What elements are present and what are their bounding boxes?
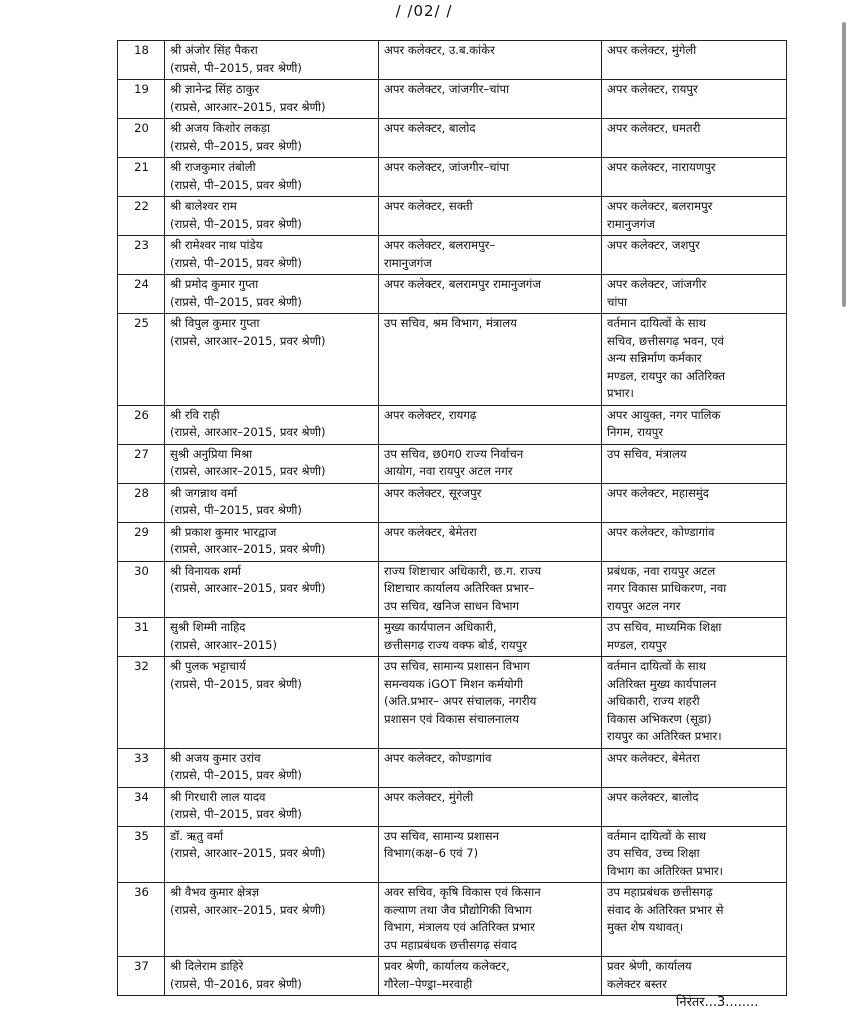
cell-text-line: उप सचिव, सामान्य प्रशासन [384,828,500,843]
cell-text-line: (राप्रसे, पी–2015, प्रवर श्रेणी) [170,216,302,231]
officer-name-cell [165,883,379,957]
cell-text-line: अपर कलेक्टर, सूरजपुर [384,485,482,500]
cell-text-line: विकास अभिकरण (सूडा) [607,711,712,726]
cell-text-line: श्री विनायक शर्मा [170,563,241,578]
cell-text-line: प्रभार। [607,386,634,400]
page-number: / /02/ / [395,2,453,20]
current-posting-cell [379,275,602,314]
serial-number-cell: 34 [118,787,165,826]
officer-name-cell [165,483,379,522]
cell-text-line: (राप्रसे, आरआर–2015, प्रवर श्रेणी) [170,542,326,556]
cell-text-line: श्री विपुल कुमार गुप्ता [170,316,260,330]
cell-text-line: वर्तमान दायित्वों के साथ [607,828,707,843]
transfer-order-table [117,40,787,996]
cell-text-line: श्री गिरधारी लाल यादव [170,789,266,804]
serial-number-cell: 37 [118,957,165,996]
cell-text-line: अधिकारी, राज्य शहरी [607,694,700,708]
cell-text-line: संवाद के अतिरिक्त प्रभार से [607,902,724,917]
current-posting-cell [379,197,602,236]
cell-text-line: निगम, रायपुर [607,425,664,439]
cell-text-line: आयोग, नवा रायपुर अटल नगर [384,464,513,478]
cell-text-line: (राप्रसे, आरआर–2015, प्रवर श्रेणी) [170,464,326,478]
cell-text-line: (राप्रसे, पी–2015, प्रवर श्रेणी) [170,138,302,153]
cell-text-line: श्री अजय किशोर लकड़ा [170,121,270,135]
cell-text-line: अतिरिक्त मुख्य कार्यपालन [607,676,717,691]
table-body [118,41,787,996]
officer-name-cell [165,657,379,749]
cell-text-line: उप महाप्रबंधक छत्तीसगढ़ संवाद [384,937,517,952]
cell-text-line: उप सचिव, सामान्य प्रशासन विभाग [384,659,530,673]
serial-number-cell: 24 [118,275,165,314]
cell-text-line: नगर विकास प्राधिकरण, नवा [607,581,727,595]
cell-text-line: डॉ. ऋतु वर्मा [170,828,224,843]
cell-text-line: सुश्री शिम्मी नाहिद [170,620,246,634]
current-posting-cell [379,826,602,883]
cell-text-line: अपर कलेक्टर, बलरामपुर [607,199,713,213]
officer-name-cell [165,405,379,444]
cell-text-line: अपर कलेक्टर, जांजगीर [607,277,707,291]
cell-text-line: श्री बालेश्वर राम [170,199,237,213]
cell-text-line: अपर कलेक्टर, मुंगेली [607,43,697,57]
cell-text-line: अपर कलेक्टर, बालोद [607,789,699,804]
table-row [118,618,787,657]
cell-text-line: सुश्री अनुप्रिया मिश्रा [170,446,253,461]
cell-text-line: राज्य शिष्टाचार अधिकारी, छ.ग. राज्य [384,563,542,578]
cell-text-line: (राप्रसे, पी–2015, प्रवर श्रेणी) [170,177,302,192]
officer-name-cell [165,561,379,618]
new-posting-cell [602,561,787,618]
cell-text-line: गौरेला–पेण्ड्रा–मरवाही [384,976,473,991]
cell-text-line: (राप्रसे, पी–2016, प्रवर श्रेणी) [170,976,302,991]
cell-text-line: (राप्रसे, आरआर–2015, प्रवर श्रेणी) [170,99,326,114]
current-posting-cell [379,787,602,826]
cell-text-line: श्री अजय कुमार उरांव [170,750,261,765]
new-posting-cell [602,522,787,561]
table-row [118,119,787,158]
current-posting-cell [379,236,602,275]
cell-text-line: (राप्रसे, पी–2015, प्रवर श्रेणी) [170,768,302,782]
officer-name-cell [165,444,379,483]
serial-number-cell: 22 [118,197,165,236]
current-posting-cell [379,41,602,80]
new-posting-cell [602,236,787,275]
cell-text-line: अपर कलेक्टर, धमतरी [607,121,701,135]
current-posting-cell [379,119,602,158]
current-posting-cell [379,80,602,119]
cell-text-line: (राप्रसे, आरआर–2015, प्रवर श्रेणी) [170,333,326,348]
cell-text-line: (राप्रसे, पी–2015, प्रवर श्रेणी) [170,676,302,691]
cell-text-line: (राप्रसे, आरआर–2015, प्रवर श्रेणी) [170,902,326,917]
serial-number-cell: 20 [118,119,165,158]
cell-text-line: अपर कलेक्टर, जांजगीर–चांपा [384,82,510,96]
cell-text-line: (राप्रसे, पी–2015, प्रवर श्रेणी) [170,294,302,309]
cell-text-line: अन्य सन्निर्माण कर्मकार [607,351,702,365]
cell-text-line: (अति.प्रभार– अपर संचालक, नगरीय [384,694,537,708]
new-posting-cell [602,275,787,314]
cell-text-line: समन्वयक iGOT मिशन कर्मयोगी [384,676,524,691]
cell-text-line: उप सचिव, श्रम विभाग, मंत्रालय [384,316,517,330]
cell-text-line: अपर कलेक्टर, बालोद [384,121,476,135]
table-row [118,314,787,406]
cell-text-line: उप सचिव, उच्च शिक्षा [607,846,700,860]
table-row [118,522,787,561]
cell-text-line: रामानुजगंज [607,216,655,231]
table-row [118,236,787,275]
cell-text-line: (राप्रसे, पी–2015, प्रवर श्रेणी) [170,60,302,75]
officer-name-cell [165,119,379,158]
cell-text-line: प्रबंधक, नवा रायपुर अटल [607,563,716,578]
cell-text-line: प्रवर श्रेणी, कार्यालय कलेक्टर, [384,959,510,973]
cell-text-line: प्रवर श्रेणी, कार्यालय [607,959,692,973]
serial-number-cell: 23 [118,236,165,275]
serial-number-cell: 27 [118,444,165,483]
cell-text-line: अपर कलेक्टर, कोण्डागांव [384,750,492,765]
new-posting-cell [602,657,787,749]
new-posting-cell [602,748,787,787]
current-posting-cell [379,444,602,483]
officer-name-cell [165,618,379,657]
new-posting-cell [602,80,787,119]
cell-text-line: छत्तीसगढ़ राज्य वक्फ बोर्ड, रायपुर [384,637,527,652]
table-row [118,80,787,119]
cell-text-line: (राप्रसे, आरआर–2015, प्रवर श्रेणी) [170,846,326,860]
officer-name-cell [165,158,379,197]
new-posting-cell [602,826,787,883]
serial-number-cell: 28 [118,483,165,522]
table-row [118,444,787,483]
new-posting-cell [602,787,787,826]
cell-text-line: अपर कलेक्टर, बेमेतरा [384,524,477,539]
cell-text-line: अपर कलेक्टर, जशपुर [607,238,700,252]
table-row [118,561,787,618]
new-posting-cell [602,314,787,406]
cell-text-line: (राप्रसे, पी–2015, प्रवर श्रेणी) [170,807,302,821]
scrollbar[interactable] [842,22,846,307]
table-row [118,41,787,80]
cell-text-line: मुक्त शेष यथावत्। [607,920,684,934]
cell-text-line: विभाग का अतिरिक्त प्रभार। [607,863,724,878]
current-posting-cell [379,657,602,749]
table-row [118,483,787,522]
cell-text-line: श्री प्रकाश कुमार भारद्वाज [170,524,277,539]
serial-number-cell: 29 [118,522,165,561]
cell-text-line: अपर कलेक्टर, नारायणपुर [607,160,716,174]
cell-text-line: मण्डल, रायपुर [607,637,667,652]
serial-number-cell: 33 [118,748,165,787]
cell-text-line: उप सचिव, माध्यमिक शिक्षा [607,620,722,634]
table-row [118,657,787,749]
cell-text-line: अपर कलेक्टर, मुंगेली [384,789,474,804]
officer-name-cell [165,957,379,996]
officer-name-cell [165,314,379,406]
cell-text-line: रामानुजगंज [384,255,432,270]
current-posting-cell [379,748,602,787]
table-row [118,826,787,883]
cell-text-line: रायपुर अटल नगर [607,598,681,613]
cell-text-line: उप सचिव, छ0ग0 राज्य निर्वाचन [384,446,524,461]
new-posting-cell [602,618,787,657]
table-row [118,957,787,996]
new-posting-cell [602,119,787,158]
current-posting-cell [379,314,602,406]
current-posting-cell [379,483,602,522]
current-posting-cell [379,957,602,996]
officer-name-cell [165,236,379,275]
officer-name-cell [165,748,379,787]
serial-number-cell: 18 [118,41,165,80]
cell-text-line: सचिव, छत्तीसगढ़ भवन, एवं [607,333,724,348]
new-posting-cell [602,41,787,80]
current-posting-cell [379,561,602,618]
cell-text-line: (राप्रसे, आरआर–2015) [170,637,278,652]
current-posting-cell [379,522,602,561]
cell-text-line: श्री जगन्नाथ वर्मा [170,485,238,500]
cell-text-line: श्री राजकुमार तंबोली [170,160,256,174]
cell-text-line: अपर कलेक्टर, रायगढ़ [384,407,477,422]
new-posting-cell [602,405,787,444]
serial-number-cell: 32 [118,657,165,749]
continued-footer: निरंतर...3........ [676,995,759,1010]
cell-text-line: प्रशासन एवं विकास संचालनालय [384,711,519,726]
cell-text-line: श्री अंजोर सिंह पैकरा [170,43,258,57]
cell-text-line: विभाग, मंत्रालय एवं अतिरिक्त प्रभार [384,920,535,934]
cell-text-line: श्री रवि राही [170,407,220,422]
serial-number-cell: 31 [118,618,165,657]
cell-text-line: अपर कलेक्टर, बेमेतरा [607,750,700,765]
officer-name-cell [165,522,379,561]
serial-number-cell: 30 [118,561,165,618]
cell-text-line: चांपा [607,294,627,309]
officer-name-cell [165,787,379,826]
officer-name-cell [165,80,379,119]
officer-name-cell [165,41,379,80]
cell-text-line: वर्तमान दायित्वों के साथ [607,316,707,330]
cell-text-line: रायपुर का अतिरिक्त प्रभार। [607,729,722,743]
cell-text-line: उप सचिव, मंत्रालय [607,446,687,461]
cell-text-line: उप महाप्रबंधक छत्तीसगढ़ [607,885,713,899]
cell-text-line: कल्याण तथा जैव प्रौद्योगिकी विभाग [384,902,532,917]
table-row [118,197,787,236]
cell-text-line: (राप्रसे, आरआर–2015, प्रवर श्रेणी) [170,581,326,595]
officer-name-cell [165,275,379,314]
serial-number-cell: 25 [118,314,165,406]
officer-name-cell [165,826,379,883]
table-row [118,748,787,787]
cell-text-line: शिष्टाचार कार्यालय अतिरिक्त प्रभार– [384,581,535,595]
cell-text-line: उप सचिव, खनिज साधन विभाग [384,598,520,613]
cell-text-line: श्री पुलक भट्टाचार्य [170,659,246,673]
table-row [118,883,787,957]
new-posting-cell [602,957,787,996]
cell-text-line: अपर कलेक्टर, बलरामपुर– [384,238,496,252]
cell-text-line: अपर कलेक्टर, जांजगीर–चांपा [384,160,510,174]
cell-text-line: अपर कलेक्टर, सक्ती [384,199,473,213]
cell-text-line: मुख्य कार्यपालन अधिकारी, [384,620,497,634]
cell-text-line: (राप्रसे, पी–2015, प्रवर श्रेणी) [170,255,302,270]
current-posting-cell [379,883,602,957]
cell-text-line: अपर कलेक्टर, बलरामपुर रामानुजगंज [384,277,541,291]
cell-text-line: कलेक्टर बस्तर [607,976,667,991]
new-posting-cell [602,883,787,957]
cell-text-line: श्री रामेश्वर नाथ पांडेय [170,238,263,252]
cell-text-line: (राप्रसे, पी–2015, प्रवर श्रेणी) [170,503,302,517]
new-posting-cell [602,444,787,483]
serial-number-cell: 19 [118,80,165,119]
serial-number-cell: 36 [118,883,165,957]
cell-text-line: अपर कलेक्टर, उ.ब.कांकेर [384,43,495,57]
table-row [118,405,787,444]
current-posting-cell [379,405,602,444]
cell-text-line: श्री वैभव कुमार क्षेत्रज्ञ [170,885,260,899]
cell-text-line: अपर कलेक्टर, कोण्डागांव [607,524,715,539]
table-row [118,158,787,197]
cell-text-line: श्री प्रमोद कुमार गुप्ता [170,277,259,291]
table-row [118,787,787,826]
current-posting-cell [379,618,602,657]
cell-text-line: अपर आयुक्त, नगर पालिक [607,407,721,422]
cell-text-line: विभाग(कक्ष–6 एवं 7) [384,846,479,860]
cell-text-line: अपर कलेक्टर, महासमुंद [607,485,709,500]
cell-text-line: श्री ज्ञानेन्द्र सिंह ठाकुर [170,82,260,96]
cell-text-line: वर्तमान दायित्वों के साथ [607,659,707,673]
serial-number-cell: 21 [118,158,165,197]
new-posting-cell [602,197,787,236]
new-posting-cell [602,158,787,197]
cell-text-line: अवर सचिव, कृषि विकास एवं किसान [384,885,541,899]
table-row [118,275,787,314]
serial-number-cell: 26 [118,405,165,444]
cell-text-line: अपर कलेक्टर, रायपुर [607,82,698,96]
cell-text-line: मण्डल, रायपुर का अतिरिक्त [607,368,725,383]
current-posting-cell [379,158,602,197]
new-posting-cell [602,483,787,522]
serial-number-cell: 35 [118,826,165,883]
cell-text-line: (राप्रसे, आरआर–2015, प्रवर श्रेणी) [170,425,326,439]
officer-name-cell [165,197,379,236]
cell-text-line: श्री दिलेराम डाहिरे [170,959,244,973]
